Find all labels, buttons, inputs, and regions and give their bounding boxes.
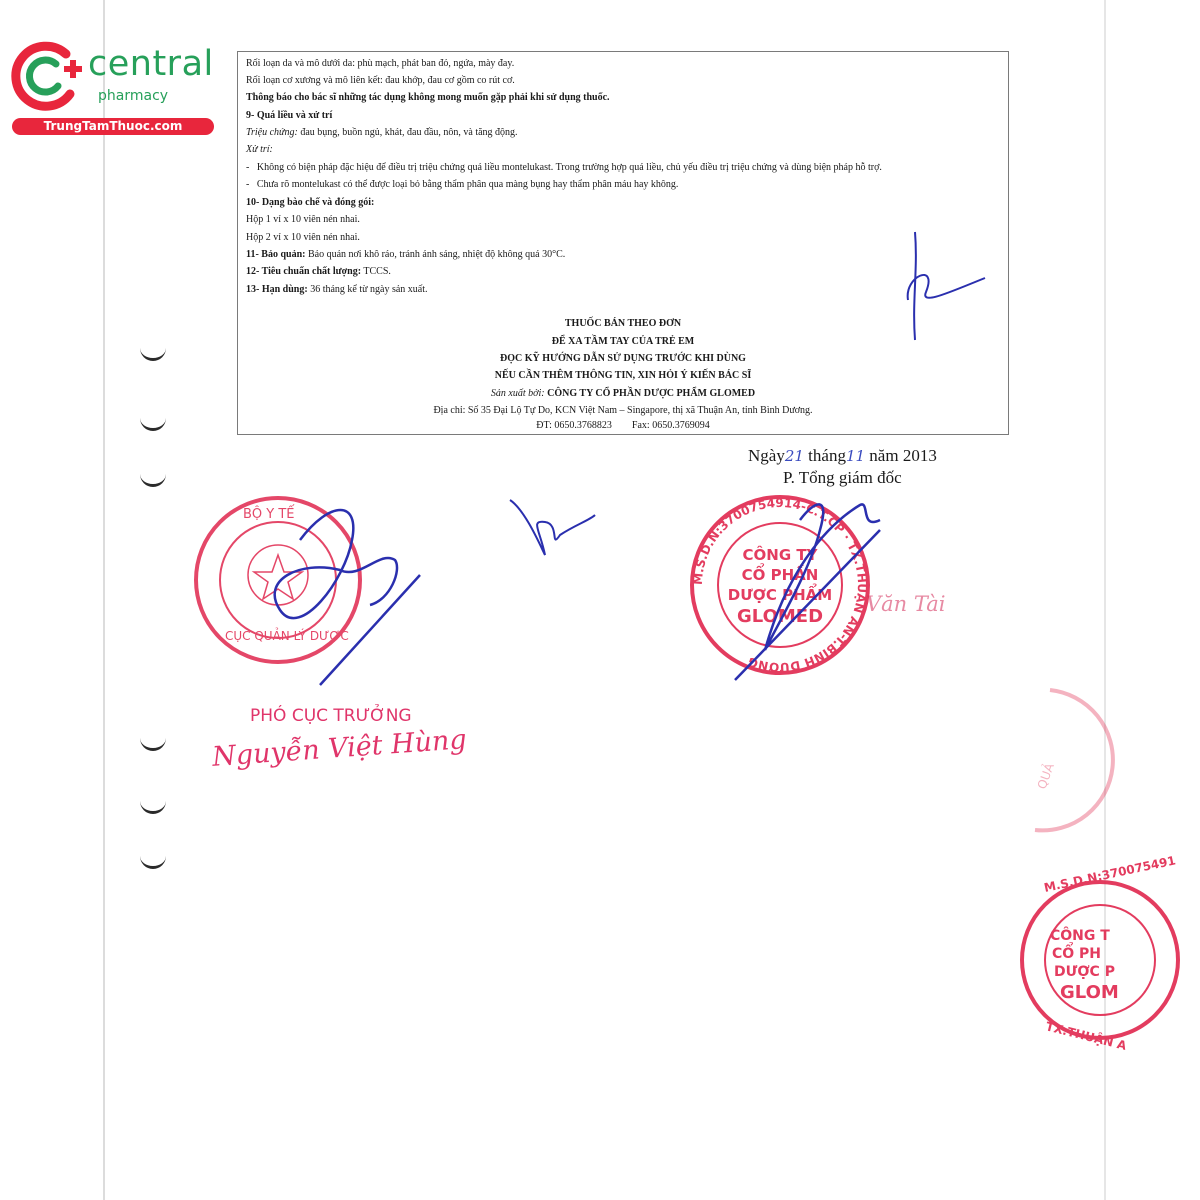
expiry-label: 13- Hạn dùng:	[246, 284, 308, 295]
ministry-stamp-top: BỘ Y TẾ	[243, 507, 295, 522]
section9-title: 9- Quá liều và xử trí	[246, 110, 333, 121]
date-month-label: tháng	[803, 446, 846, 465]
date-month: 11	[845, 447, 866, 465]
treatment-bullet-text: Không có biện pháp đặc hiệu để điều trị triệu chứng quá liều montelukast. Trong trường hợp quá liều, chủ yếu điều trị triệu chứng và dùng biện pháp hỗ trợ.	[256, 162, 882, 173]
ministry-stamp-bottom: CỤC QUẢN LÝ DƯỢC	[225, 629, 349, 643]
symptoms-text: đau bụng, buồn ngủ, khát, đau đầu, nôn, và tăng động.	[297, 127, 518, 138]
reviewer-signature	[510, 500, 595, 555]
storage-label: 11- Bảo quản:	[246, 249, 306, 260]
partial-stamp-line: CÔNG T	[1050, 928, 1110, 944]
section10-title: 10- Dạng bào chế và đóng gói:	[246, 197, 375, 208]
pack-option-2: Hộp 2 vỉ x 10 viên nén nhai.	[246, 232, 360, 243]
leaflet-initials-signature	[908, 232, 985, 340]
glomed-stamp-name: GLOMED	[736, 606, 824, 627]
bleed-stamp-text: QUẢ	[1034, 761, 1057, 792]
glomed-stamp-partial	[1022, 853, 1178, 1053]
manufacturer-label: Sản xuất bởi:	[490, 388, 545, 399]
storage-text: Bảo quản nơi khô ráo, tránh ánh sáng, nhiệt độ không quá 30°C.	[305, 249, 566, 260]
partial-stamp-bottom: TX.THUẬN A	[1044, 1019, 1128, 1053]
company-signer-name-partial: Văn Tài	[866, 592, 946, 616]
date-year: năm 2013	[865, 446, 937, 465]
date-day: 21	[784, 447, 804, 465]
glomed-stamp-line: DƯỢC PHẨM	[727, 586, 833, 604]
treatment-bullet: - Không có biện pháp đặc hiệu để điều trị triệu chứng quá liều montelukast. Trong trường hợp quá liều, chủ yếu điều trị triệu chứng và dùng biện pháp hỗ trợ.	[246, 162, 882, 173]
manufacturer-address: Địa chỉ: Số 35 Đại Lộ Tự Do, KCN Việt Nam – Singapore, thị xã Thuận An, tỉnh Bình Dương.	[433, 405, 813, 416]
phone-number: ĐT: 0650.3768823	[536, 420, 612, 431]
deputy-director-title: PHÓ CỤC TRƯỞNG	[250, 706, 412, 726]
fax-number: Fax: 0650.3769094	[631, 420, 710, 431]
treatment-label: Xử trí:	[246, 144, 273, 155]
signer-role: P. Tổng giám đốc	[783, 468, 902, 487]
logo-brand-name: central	[88, 44, 214, 84]
quality-label: 12- Tiêu chuẩn chất lượng:	[246, 266, 362, 277]
glomed-stamp	[691, 496, 870, 674]
symptoms-label: Triệu chứng:	[246, 127, 298, 138]
pack-option-1: Hộp 1 vỉ x 10 viên nén nhai.	[246, 214, 360, 225]
adverse-musculo-text: Rối loạn cơ xương và mô liên kết: đau khớp, đau cơ gồm co rút cơ.	[246, 75, 515, 86]
adverse-skin-text: Rối loạn da và mô dưới da: phù mạch, phát ban đỏ, ngứa, mày đay.	[246, 58, 515, 69]
partial-stamp-ring: M.S.D.N:370075491	[1042, 853, 1177, 895]
ask-doctor: NẾU CẦN THÊM THÔNG TIN, XIN HỎI Ý KIẾN BÁC SĨ	[494, 370, 752, 381]
logo-subtitle: pharmacy	[98, 88, 169, 104]
glomed-stamp-line: CÔNG TY	[742, 546, 818, 564]
bleed-through-stamp	[1033, 690, 1113, 830]
glomed-stamp-ring-text: M.S.D.N:3700754914-C.T.CP · TX.THUẬN AN-T.BÌNH DƯƠNG	[690, 495, 870, 675]
date-prefix: Ngày	[748, 446, 785, 465]
manufacturer-name: CÔNG TY CỔ PHẦN DƯỢC PHẨM GLOMED	[544, 388, 756, 399]
quality-text: TCCS.	[361, 266, 391, 277]
expiry-text: 36 tháng kể từ ngày sản xuất.	[307, 284, 428, 295]
children-warning: ĐỂ XA TẦM TAY CỦA TRẺ EM	[551, 336, 695, 347]
deputy-director-name: Nguyễn Việt Hùng	[211, 724, 468, 773]
read-instructions: ĐỌC KỸ HƯỚNG DẪN SỬ DỤNG TRƯỚC KHI DÙNG	[500, 353, 746, 364]
rx-notice: THUỐC BÁN THEO ĐƠN	[564, 318, 682, 329]
treatment-bullet-text: Chưa rõ montelukast có thể được loại bỏ bằng thẩm phân qua màng bụng hay thẩm phân máu hay không.	[256, 179, 679, 190]
logo-url-banner: TrungTamThuoc.com	[12, 118, 214, 135]
partial-stamp-line: CỔ PH	[1052, 946, 1102, 962]
glomed-stamp-line: CỔ PHẦN	[741, 566, 819, 584]
partial-stamp-line: GLOM	[1060, 982, 1119, 1003]
partial-stamp-line: DƯỢC P	[1054, 964, 1115, 980]
notify-doctor-text: Thông báo cho bác sĩ những tác dụng không mong muốn gặp phải khi sử dụng thuốc.	[246, 92, 610, 103]
treatment-bullet: - Chưa rõ montelukast có thể được loại bỏ bằng thẩm phân qua màng bụng hay thẩm phân máu hay không.	[246, 179, 679, 190]
